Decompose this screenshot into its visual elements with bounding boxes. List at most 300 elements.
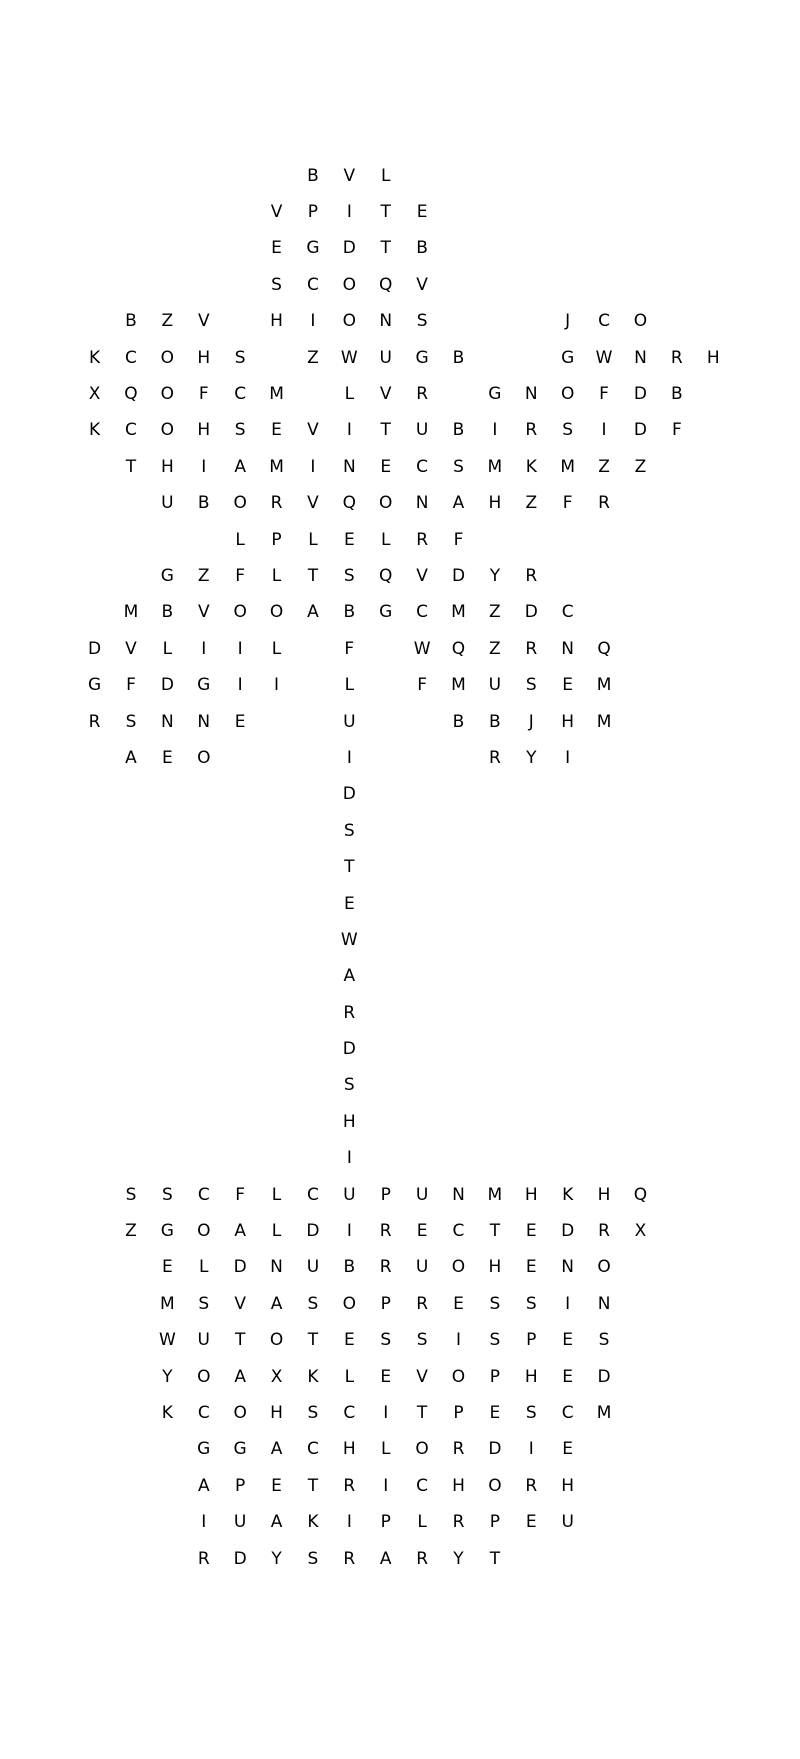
grid-cell[interactable]: H [197, 347, 211, 368]
grid-cell[interactable]: L [344, 675, 355, 696]
grid-cell[interactable]: R [343, 1475, 356, 1496]
grid-cell[interactable]: D [88, 638, 102, 659]
grid-cell[interactable]: N [270, 1257, 283, 1278]
grid-cell[interactable]: X [270, 1366, 283, 1387]
grid-cell[interactable]: D [561, 1221, 575, 1242]
grid-cell[interactable]: R [598, 493, 610, 514]
grid-cell[interactable]: U [379, 347, 392, 368]
grid-cell[interactable]: R [379, 1221, 392, 1242]
grid-cell[interactable]: S [125, 1184, 137, 1205]
grid-cell[interactable]: R [670, 347, 683, 368]
grid-cell[interactable]: K [161, 1402, 173, 1423]
grid-cell[interactable]: R [452, 1439, 465, 1460]
grid-cell[interactable]: S [161, 1184, 173, 1205]
grid-cell[interactable]: H [524, 1366, 538, 1387]
grid-cell[interactable]: T [234, 1330, 246, 1351]
grid-cell[interactable]: O [160, 420, 175, 441]
grid-cell[interactable]: J [565, 311, 571, 332]
grid-cell[interactable]: V [307, 420, 319, 441]
grid-cell[interactable]: N [415, 493, 429, 514]
grid-cell[interactable]: H [597, 1184, 611, 1205]
grid-cell[interactable]: C [125, 347, 137, 368]
grid-cell[interactable]: C [416, 1475, 429, 1496]
grid-cell[interactable]: S [489, 1330, 501, 1351]
grid-cell[interactable]: E [161, 747, 173, 768]
grid-cell[interactable]: Y [162, 1366, 173, 1387]
grid-cell[interactable]: S [307, 1293, 319, 1314]
grid-cell[interactable]: Q [124, 384, 138, 405]
grid-cell[interactable]: L [417, 1512, 427, 1533]
grid-cell[interactable]: S [307, 1402, 319, 1423]
grid-cell[interactable]: A [197, 1475, 210, 1496]
grid-cell[interactable]: S [343, 565, 355, 586]
grid-cell[interactable]: T [380, 420, 391, 441]
grid-cell[interactable]: S [234, 420, 246, 441]
grid-cell[interactable]: U [343, 711, 356, 732]
grid-cell[interactable]: U [161, 493, 174, 514]
grid-cell[interactable]: A [452, 493, 465, 514]
grid-cell[interactable]: E [271, 1475, 282, 1496]
grid-cell[interactable]: S [125, 711, 137, 732]
grid-cell[interactable]: I [346, 1512, 352, 1533]
grid-cell[interactable]: O [597, 1257, 611, 1278]
grid-cell[interactable]: N [452, 1184, 465, 1205]
grid-cell[interactable]: B [416, 238, 428, 259]
grid-cell[interactable]: S [307, 1548, 319, 1569]
grid-cell[interactable]: M [123, 602, 139, 623]
grid-cell[interactable]: Z [197, 565, 210, 586]
grid-cell[interactable]: F [671, 420, 682, 441]
grid-cell[interactable]: U [488, 675, 502, 696]
grid-cell[interactable]: L [271, 565, 282, 586]
grid-cell[interactable]: V [234, 1293, 246, 1314]
grid-cell[interactable]: V [416, 1366, 428, 1387]
grid-cell[interactable]: H [524, 1184, 538, 1205]
grid-cell[interactable]: C [598, 311, 610, 332]
grid-cell[interactable]: N [597, 1293, 611, 1314]
grid-cell[interactable]: I [201, 1512, 207, 1533]
grid-cell[interactable]: U [306, 1257, 320, 1278]
grid-cell[interactable]: S [525, 1402, 537, 1423]
grid-cell[interactable]: G [379, 602, 393, 623]
grid-cell[interactable]: R [525, 420, 538, 441]
grid-cell[interactable]: H [452, 1475, 465, 1496]
grid-cell[interactable]: O [342, 1293, 357, 1314]
grid-cell[interactable]: E [343, 1330, 355, 1351]
grid-cell[interactable]: R [525, 638, 538, 659]
grid-cell[interactable]: M [451, 602, 466, 623]
grid-cell[interactable]: K [89, 420, 101, 441]
grid-cell[interactable]: N [561, 638, 575, 659]
grid-cell[interactable]: N [379, 311, 393, 332]
grid-cell[interactable]: B [125, 311, 137, 332]
grid-cell[interactable]: A [307, 602, 319, 623]
grid-cell[interactable]: L [344, 384, 355, 405]
grid-cell[interactable]: B [197, 493, 210, 514]
grid-cell[interactable]: R [270, 493, 283, 514]
grid-cell[interactable]: O [451, 1257, 466, 1278]
grid-cell[interactable]: P [235, 1475, 246, 1496]
grid-cell[interactable]: E [562, 1439, 574, 1460]
grid-cell[interactable]: G [561, 347, 575, 368]
grid-cell[interactable]: Q [597, 638, 611, 659]
grid-cell[interactable]: B [452, 711, 465, 732]
grid-cell[interactable]: B [452, 420, 465, 441]
grid-cell[interactable]: O [233, 493, 247, 514]
grid-cell[interactable]: H [197, 420, 211, 441]
grid-cell[interactable]: Q [379, 565, 393, 586]
grid-cell[interactable]: E [380, 456, 392, 477]
grid-cell[interactable]: L [380, 1439, 391, 1460]
grid-cell[interactable]: R [416, 1548, 428, 1569]
grid-cell[interactable]: I [310, 456, 316, 477]
grid-cell[interactable]: M [451, 675, 466, 696]
grid-cell[interactable]: L [380, 165, 391, 186]
grid-cell[interactable]: E [271, 420, 282, 441]
grid-cell[interactable]: C [561, 1402, 574, 1423]
grid-cell[interactable]: E [416, 202, 428, 223]
grid-cell[interactable]: G [233, 1439, 247, 1460]
grid-cell[interactable]: C [416, 602, 429, 623]
grid-cell[interactable]: H [342, 1111, 356, 1132]
grid-cell[interactable]: R [416, 529, 428, 550]
grid-cell[interactable]: Z [598, 456, 610, 477]
grid-cell[interactable]: P [489, 1512, 501, 1533]
grid-cell[interactable]: T [125, 456, 137, 477]
grid-cell[interactable]: S [525, 675, 537, 696]
grid-cell[interactable]: C [234, 384, 247, 405]
grid-cell[interactable]: S [271, 274, 282, 295]
grid-cell[interactable]: C [306, 1439, 319, 1460]
grid-cell[interactable]: L [380, 529, 391, 550]
grid-cell[interactable]: A [125, 747, 137, 768]
grid-cell[interactable]: W [340, 347, 358, 368]
grid-cell[interactable]: S [234, 347, 246, 368]
grid-cell[interactable]: K [89, 347, 101, 368]
grid-cell[interactable]: L [271, 1221, 282, 1242]
grid-cell[interactable]: S [598, 1330, 610, 1351]
grid-cell[interactable]: M [487, 456, 503, 477]
grid-cell[interactable]: Q [379, 274, 393, 295]
grid-cell[interactable]: E [562, 675, 574, 696]
grid-cell[interactable]: R [197, 1548, 210, 1569]
grid-cell[interactable]: I [346, 420, 352, 441]
grid-cell[interactable]: F [417, 675, 427, 696]
grid-cell[interactable]: D [342, 1039, 356, 1060]
grid-cell[interactable]: C [306, 1184, 319, 1205]
grid-cell[interactable]: C [343, 1402, 356, 1423]
grid-cell[interactable]: E [271, 238, 282, 259]
grid-cell[interactable]: A [379, 1548, 392, 1569]
grid-cell[interactable]: D [233, 1548, 247, 1569]
grid-cell[interactable]: A [343, 966, 356, 987]
grid-cell[interactable]: E [525, 1512, 537, 1533]
grid-cell[interactable]: U [415, 420, 429, 441]
grid-cell[interactable]: K [525, 456, 537, 477]
grid-cell[interactable]: R [525, 1475, 538, 1496]
grid-cell[interactable]: I [601, 420, 607, 441]
grid-cell[interactable]: D [633, 420, 647, 441]
grid-cell[interactable]: E [343, 529, 355, 550]
grid-cell[interactable]: B [307, 165, 319, 186]
grid-cell[interactable]: U [343, 1184, 356, 1205]
grid-cell[interactable]: S [489, 1293, 501, 1314]
grid-cell[interactable]: Z [634, 456, 647, 477]
grid-cell[interactable]: G [160, 1221, 174, 1242]
grid-cell[interactable]: O [233, 1402, 247, 1423]
grid-cell[interactable]: O [197, 747, 211, 768]
grid-cell[interactable]: P [380, 1293, 391, 1314]
grid-cell[interactable]: D [633, 384, 647, 405]
grid-cell[interactable]: U [197, 1330, 210, 1351]
grid-cell[interactable]: O [160, 347, 175, 368]
grid-cell[interactable]: Y [453, 1548, 464, 1569]
grid-cell[interactable]: R [416, 1293, 428, 1314]
grid-cell[interactable]: D [451, 565, 466, 586]
grid-cell[interactable]: A [270, 1293, 283, 1314]
grid-cell[interactable]: H [561, 1475, 575, 1496]
grid-cell[interactable]: K [307, 1512, 319, 1533]
grid-cell[interactable]: S [380, 1330, 392, 1351]
grid-cell[interactable]: Q [633, 1184, 648, 1205]
grid-cell[interactable]: A [234, 1366, 246, 1387]
grid-cell[interactable]: E [416, 1221, 428, 1242]
grid-cell[interactable]: P [453, 1402, 464, 1423]
grid-cell[interactable]: V [307, 493, 319, 514]
grid-cell[interactable]: C [125, 420, 137, 441]
grid-cell[interactable]: T [489, 1548, 501, 1569]
grid-cell[interactable]: R [343, 1002, 356, 1023]
grid-cell[interactable]: D [233, 1257, 247, 1278]
grid-cell[interactable]: M [560, 456, 575, 477]
grid-cell[interactable]: A [270, 1512, 283, 1533]
grid-cell[interactable]: R [416, 384, 428, 405]
grid-cell[interactable]: N [561, 1257, 575, 1278]
grid-cell[interactable]: I [565, 1293, 571, 1314]
grid-cell[interactable]: K [307, 1366, 319, 1387]
grid-cell[interactable]: T [380, 238, 391, 259]
grid-cell[interactable]: B [161, 602, 174, 623]
grid-cell[interactable]: S [525, 1293, 537, 1314]
grid-cell[interactable]: D [342, 238, 356, 259]
grid-cell[interactable]: V [270, 202, 283, 223]
grid-cell[interactable]: E [525, 1221, 537, 1242]
grid-cell[interactable]: O [379, 493, 393, 514]
grid-cell[interactable]: N [161, 711, 174, 732]
grid-cell[interactable]: G [306, 238, 320, 259]
grid-cell[interactable]: T [380, 202, 391, 223]
grid-cell[interactable]: B [489, 711, 501, 732]
grid-cell[interactable]: H [270, 1402, 283, 1423]
grid-cell[interactable]: G [197, 675, 211, 696]
grid-cell[interactable]: O [488, 1475, 502, 1496]
grid-cell[interactable]: W [413, 638, 431, 659]
grid-cell[interactable]: L [308, 529, 318, 550]
grid-cell[interactable]: Y [526, 747, 537, 768]
grid-cell[interactable]: L [235, 529, 245, 550]
grid-cell[interactable]: A [234, 1221, 246, 1242]
grid-cell[interactable]: Z [489, 602, 501, 623]
grid-cell[interactable]: I [346, 747, 352, 768]
grid-cell[interactable]: E [525, 1257, 537, 1278]
grid-cell[interactable]: L [344, 1366, 355, 1387]
grid-cell[interactable]: V [379, 384, 392, 405]
grid-cell[interactable]: I [346, 202, 352, 223]
grid-cell[interactable]: D [597, 1366, 611, 1387]
grid-cell[interactable]: H [706, 347, 720, 368]
grid-cell[interactable]: Y [489, 565, 501, 586]
grid-cell[interactable]: N [197, 711, 211, 732]
grid-cell[interactable]: S [416, 311, 428, 332]
grid-cell[interactable]: F [235, 565, 246, 586]
grid-cell[interactable]: R [379, 1257, 392, 1278]
grid-cell[interactable]: D [488, 1439, 502, 1460]
grid-cell[interactable]: T [344, 857, 355, 878]
grid-cell[interactable]: D [524, 602, 538, 623]
grid-cell[interactable]: U [233, 1512, 247, 1533]
grid-cell[interactable]: P [380, 1184, 391, 1205]
grid-cell[interactable]: V [416, 565, 428, 586]
grid-cell[interactable]: E [562, 1366, 574, 1387]
grid-cell[interactable]: P [307, 202, 319, 223]
grid-cell[interactable]: H [270, 311, 283, 332]
grid-cell[interactable]: E [453, 1293, 464, 1314]
grid-cell[interactable]: O [197, 1366, 211, 1387]
grid-cell[interactable]: I [346, 1148, 352, 1169]
grid-cell[interactable]: F [126, 675, 136, 696]
grid-cell[interactable]: C [452, 1221, 465, 1242]
grid-cell[interactable]: L [162, 638, 173, 659]
grid-cell[interactable]: I [201, 456, 207, 477]
grid-cell[interactable]: G [87, 675, 102, 696]
grid-cell[interactable]: T [489, 1221, 501, 1242]
grid-cell[interactable]: V [343, 165, 356, 186]
grid-cell[interactable]: M [160, 1293, 175, 1314]
grid-cell[interactable]: I [346, 1221, 352, 1242]
grid-cell[interactable]: Z [161, 311, 174, 332]
grid-cell[interactable]: T [307, 1475, 319, 1496]
grid-cell[interactable]: F [599, 384, 609, 405]
grid-cell[interactable]: S [198, 1293, 210, 1314]
grid-cell[interactable]: U [561, 1512, 574, 1533]
grid-cell[interactable]: U [415, 1257, 429, 1278]
grid-cell[interactable]: X [88, 384, 101, 405]
grid-cell[interactable]: A [270, 1439, 283, 1460]
grid-cell[interactable]: V [197, 311, 210, 332]
grid-cell[interactable]: Q [342, 493, 357, 514]
grid-cell[interactable]: A [234, 456, 246, 477]
grid-cell[interactable]: V [125, 638, 137, 659]
grid-cell[interactable]: W [340, 929, 358, 950]
grid-cell[interactable]: L [271, 638, 282, 659]
grid-cell[interactable]: S [562, 420, 574, 441]
grid-cell[interactable]: T [307, 565, 319, 586]
grid-cell[interactable]: M [269, 384, 284, 405]
grid-cell[interactable]: O [451, 1366, 466, 1387]
grid-cell[interactable]: D [160, 675, 174, 696]
grid-cell[interactable]: C [561, 602, 574, 623]
grid-cell[interactable]: N [342, 456, 356, 477]
grid-cell[interactable]: V [416, 274, 428, 295]
grid-cell[interactable]: W [158, 1330, 176, 1351]
grid-cell[interactable]: I [274, 675, 280, 696]
grid-cell[interactable]: O [269, 602, 284, 623]
grid-cell[interactable]: Z [489, 638, 501, 659]
grid-cell[interactable]: C [197, 1402, 210, 1423]
grid-cell[interactable]: W [595, 347, 613, 368]
grid-cell[interactable]: I [310, 311, 316, 332]
grid-cell[interactable]: O [160, 384, 175, 405]
grid-cell[interactable]: O [415, 1439, 429, 1460]
grid-cell[interactable]: I [383, 1402, 389, 1423]
grid-cell[interactable]: Z [525, 493, 538, 514]
grid-cell[interactable]: G [197, 1439, 211, 1460]
grid-cell[interactable]: O [342, 274, 357, 295]
grid-cell[interactable]: L [271, 1184, 282, 1205]
grid-cell[interactable]: B [671, 384, 683, 405]
grid-cell[interactable]: F [453, 529, 464, 550]
grid-cell[interactable]: U [415, 1184, 429, 1205]
grid-cell[interactable]: S [343, 1075, 355, 1096]
grid-cell[interactable]: P [489, 1366, 501, 1387]
grid-cell[interactable]: H [342, 1439, 356, 1460]
grid-cell[interactable]: J [528, 711, 534, 732]
grid-cell[interactable]: T [307, 1330, 319, 1351]
grid-cell[interactable]: F [235, 1184, 246, 1205]
grid-cell[interactable]: M [596, 675, 612, 696]
grid-cell[interactable]: X [634, 1221, 647, 1242]
grid-cell[interactable]: E [234, 711, 246, 732]
grid-cell[interactable]: P [271, 529, 282, 550]
grid-cell[interactable]: R [452, 1512, 465, 1533]
grid-cell[interactable]: R [598, 1221, 610, 1242]
grid-cell[interactable]: I [237, 638, 243, 659]
grid-cell[interactable]: I [237, 675, 243, 696]
grid-cell[interactable]: R [525, 565, 538, 586]
grid-cell[interactable]: I [528, 1439, 534, 1460]
grid-cell[interactable]: M [596, 1402, 612, 1423]
grid-cell[interactable]: E [489, 1402, 501, 1423]
grid-cell[interactable]: M [596, 711, 612, 732]
grid-cell[interactable]: H [488, 493, 502, 514]
grid-cell[interactable]: S [343, 820, 355, 841]
grid-cell[interactable]: C [306, 274, 319, 295]
grid-cell[interactable]: I [201, 638, 207, 659]
grid-cell[interactable]: I [565, 747, 571, 768]
grid-cell[interactable]: R [343, 1548, 356, 1569]
grid-cell[interactable]: E [380, 1366, 392, 1387]
grid-cell[interactable]: O [633, 311, 648, 332]
grid-cell[interactable]: N [634, 347, 647, 368]
grid-cell[interactable]: H [488, 1257, 502, 1278]
grid-cell[interactable]: H [561, 711, 575, 732]
grid-cell[interactable]: E [562, 1330, 574, 1351]
grid-cell[interactable]: I [383, 1475, 389, 1496]
grid-cell[interactable]: F [344, 638, 355, 659]
grid-cell[interactable]: H [160, 456, 174, 477]
grid-cell[interactable]: S [416, 1330, 428, 1351]
grid-cell[interactable]: R [88, 711, 101, 732]
grid-cell[interactable]: L [199, 1257, 209, 1278]
grid-cell[interactable]: S [453, 456, 464, 477]
grid-cell[interactable]: M [269, 456, 284, 477]
grid-cell[interactable]: O [560, 384, 575, 405]
grid-cell[interactable]: K [562, 1184, 574, 1205]
grid-cell[interactable]: I [492, 420, 498, 441]
grid-cell[interactable]: I [455, 1330, 461, 1351]
grid-cell[interactable]: N [524, 384, 538, 405]
grid-cell[interactable]: E [343, 893, 355, 914]
